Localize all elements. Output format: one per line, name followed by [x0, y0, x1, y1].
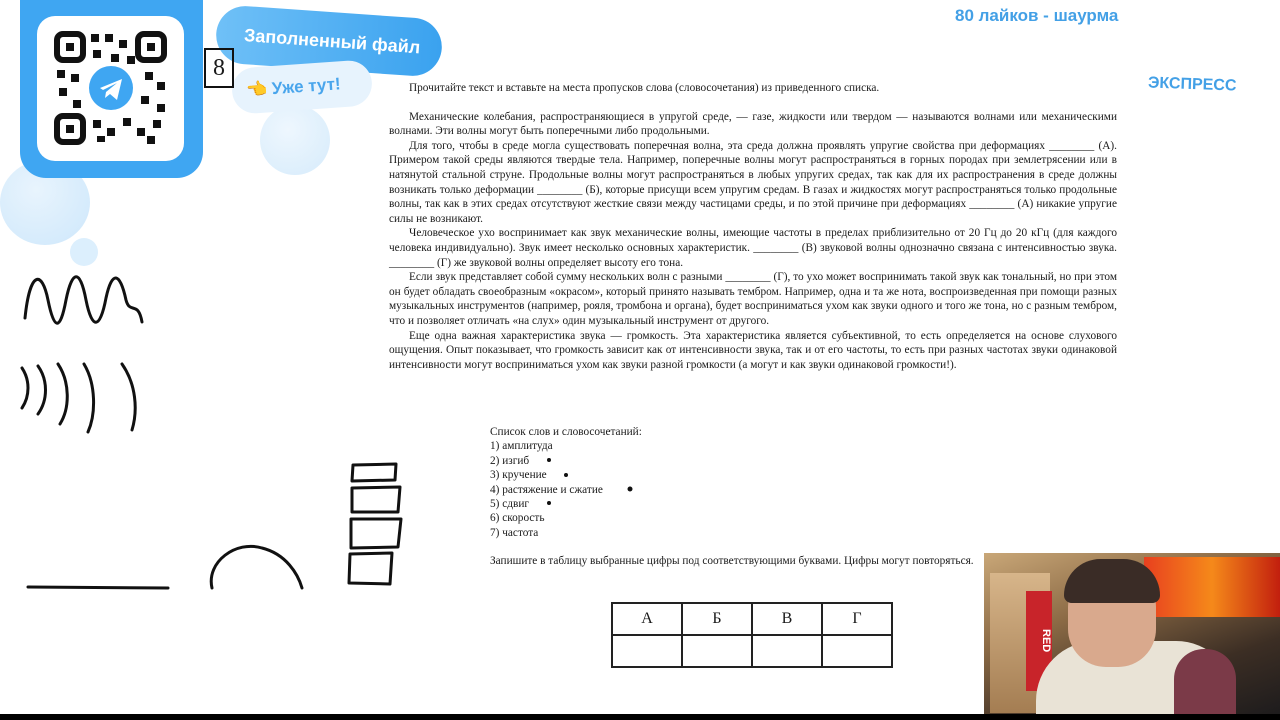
- webcam-red-cap: RED: [1026, 591, 1052, 691]
- list-item: 7) частота: [490, 526, 539, 539]
- list-item: 4) растяжение и сжатие: [490, 483, 603, 496]
- arc-sketch: [122, 364, 135, 430]
- wave-sketch: [25, 277, 142, 324]
- arc-sketch: [38, 366, 46, 414]
- bend-sketch: [211, 546, 302, 588]
- arc-sketch: [84, 364, 94, 432]
- compression-sketch: [349, 464, 401, 584]
- mark-dot: [628, 487, 633, 492]
- table-header: В: [752, 603, 822, 635]
- paragraph: Человеческое ухо воспринимает как звук механические волны, имеющие частоты в пределах приблизительно от 20 Гц до 20 кГц (для каждого человека индивидуально). Звук имеет несколько основных характеристик. ________ (В) звуковой волны однозначно связана с интенсивностью звука. ________ (Г) же звуковой волны определяет высоту его тона.: [389, 227, 1117, 269]
- table-header: Б: [682, 603, 752, 635]
- paragraph: Если звук представляет собой сумму нескольких волн с разными ________ (Г), то ухо может воспринимать такой звук как тональный, но при этом он будет обладать своеобразным «окрасом», который принято называть тембром. Например, одна и та же нота, воспроизведенная при помощи разных музыкальных инструментов (например, рояля, тромбона и органа), будет восприниматься ухом как звуки одного и того же тона, но с разным тембром, что и позволяет отличать «на слух» один музыкальный инструмент от другого.: [389, 271, 1117, 327]
- mark-dot: [547, 458, 551, 462]
- top-caption: 80 лайков - шаурма: [955, 6, 1119, 25]
- paragraph: Механические колебания, распространяющиеся в упругой среде, — газе, жидкости или твердом — называются волнами или механическими волнами. Эти волны могут быть поперечными либо продольными.: [389, 110, 1117, 138]
- mark-dot: [564, 473, 568, 477]
- list-item: 3) кручение: [490, 469, 547, 482]
- mark-dot: [547, 501, 551, 505]
- webcam-person-hair: [1064, 559, 1160, 603]
- arc-sketch: [58, 364, 67, 424]
- list-item: 6) скорость: [490, 512, 545, 525]
- answer-instruction: Запишите в таблицу выбранные цифры под соответствующими буквами. Цифры могут повторяться.: [490, 555, 974, 567]
- task-intro: Прочитайте текст и вставьте на места пропусков слова (словосочетания) из приведенного списка.: [409, 82, 880, 94]
- line-sketch: [28, 587, 168, 588]
- webcam-feed: [984, 553, 1280, 720]
- list-item: 1) амплитуда: [490, 440, 553, 453]
- already-here-label: 👈 Уже тут!: [245, 74, 342, 100]
- webcam-person-sleeve: [1174, 649, 1236, 720]
- list-item: 2) изгиб: [490, 454, 530, 467]
- table-header: Г: [822, 603, 892, 635]
- list-item: 5) сдвиг: [490, 498, 530, 511]
- task-number: 8: [204, 48, 234, 88]
- arc-sketch: [22, 368, 28, 408]
- table-header: А: [612, 603, 682, 635]
- webcam-tv: [1144, 557, 1280, 617]
- word-list-title: Список слов и словосочетаний:: [490, 426, 642, 438]
- paragraph: Для того, чтобы в среде могла существовать поперечная волна, эта среда должна проявлять упругие свойства при деформациях ________ (А). Примером такой среды являются твердые тела. Например, поперечные волны могут распространяться в горных породах при землетрясении или в натянутой стальной струне. Продольные волны могут распространяться в любых упругих средах, так как для их распространения в среде должны возникать только деформации ________ (Б), которые присущи всем упругим средам. В газах и жидкостях могут распространяться только продольные волны, так как в этих средах отсутствуют жесткие связи между частицами среды, и по этой причине при деформациях ________ (А) никакие упругие силы не возникают.: [389, 139, 1117, 225]
- paragraph: Еще одна важная характеристика звука — громкость. Эта характеристика является субъективной, то есть определяется на основе слухового ощущения. Опыт показывает, что громкость зависит как от интенсивности звука, так и от его частоты, то есть при разных частотах звуки одинаковой интенсивности могут восприниматься ухом как звуки разной громкости (а могут и как звуки одинаковой громкости!).: [389, 329, 1117, 371]
- express-label: ЭКСПРЕСС: [1147, 74, 1237, 95]
- filled-file-label: Заполненный файл: [243, 24, 421, 57]
- bottom-bar: [0, 714, 1280, 720]
